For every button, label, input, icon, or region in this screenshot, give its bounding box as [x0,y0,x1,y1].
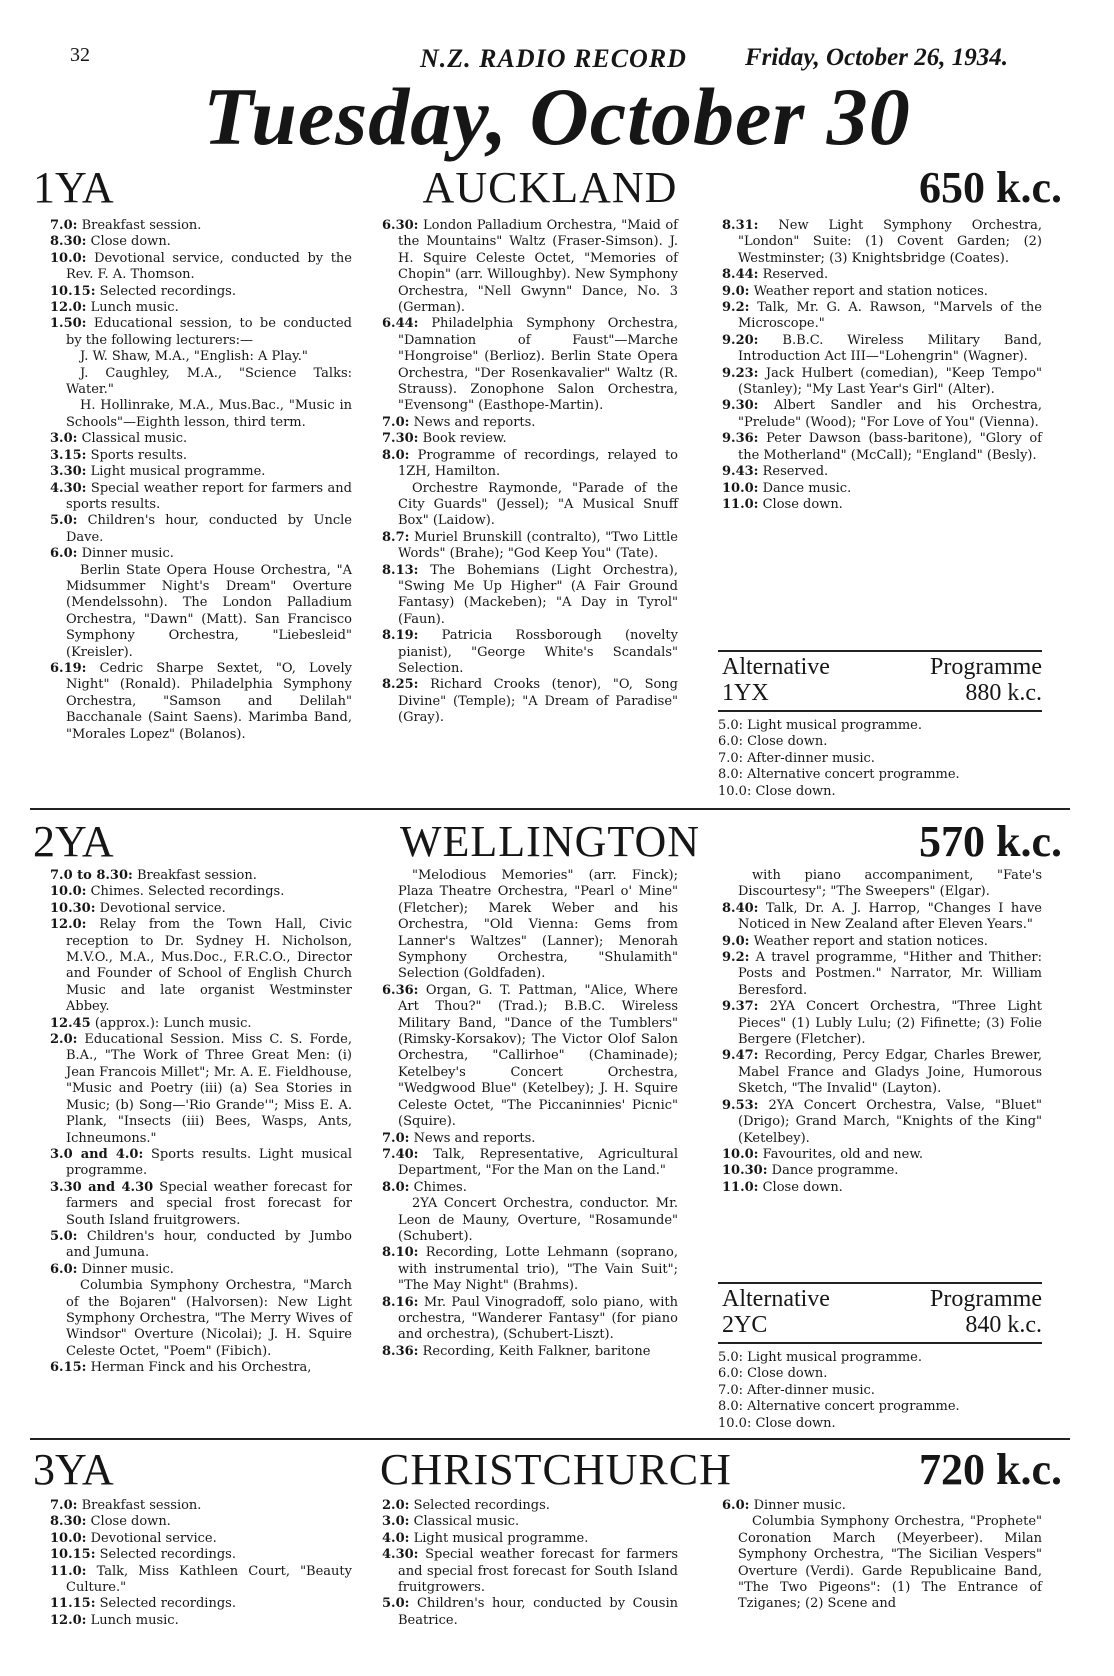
programme-entry [382,1147,678,1180]
programme-entry [50,234,352,250]
entry-time: 10.30: [722,1163,768,1179]
programme-entry [722,267,1042,283]
programme-entry [50,1547,352,1563]
alternative-header [718,650,1042,712]
entry-text: Devotional service, conducted by the Rev. F. A. Thomson. [66,250,352,283]
programme-entry [722,464,1042,480]
entry-time: 11.0: [722,1179,759,1195]
entry-time: 6.44: [382,316,419,332]
entry-text: Weather report and station notices. [753,283,988,299]
programme-entry [50,316,352,349]
entry-text: Favourites, old and new. [762,1146,924,1162]
station-header-2ya [30,818,1070,866]
programme-entry [382,481,678,530]
entry-time: 12.0: [50,300,87,316]
programme-column [382,218,678,727]
entry-time: 9.37: [722,999,759,1015]
entry-time: 2.0: [50,1032,78,1048]
programme-entry [722,218,1042,267]
entry-text: Talk, Mr. G. A. Rawson, "Marvels of the Microscope." [738,300,1043,332]
entry-time: 12.45 [50,1015,91,1031]
entry-text: Selected recordings. [99,1596,236,1612]
entry-time: 8.7: [382,529,410,545]
entry-text: The Bohemians (Light Orchestra), "Swing Me Up Higher" (A Fair Ground Fantasy) (Mackeben); "A Day in Tyrol" (Faun). [398,562,678,627]
entry-text: Philadelphia Symphony Orchestra, "Damnation of Faust"—Marche "Hongroise" (Berlioz). Berlin State Opera Orchestra, "Der Rosenkavalier" Waltz (R. Strauss). Zonophone Salon Orchestra, "Evensong" (Easthope-Martin). [398,316,678,414]
entry-text: 2YA Concert Orchestra, "Three Light Pieces" (1) Lubly Lulu; (2) Fifinette; (3) Folie Bergere (Fletcher). [738,999,1042,1048]
programme-entry [50,917,352,1015]
programme-entry [50,1564,352,1597]
programme-entry [50,1229,352,1262]
entry-text: Albert Sandler and his Orchestra, "Prelude" (Wood); "For Love of You" (Vienna). [738,398,1042,430]
programme-entry [722,999,1042,1048]
entry-text: Talk, Dr. A. J. Harrop, "Changes I have Noticed in New Zealand after Eleven Years." [738,900,1042,933]
entry-time: 4.0: [382,1530,410,1546]
programme-entry [50,1147,352,1180]
entry-time: 9.43: [722,464,759,480]
programme-entry [382,1180,678,1196]
entry-time: 9.0: [722,933,750,949]
entry-time: 9.2: [722,950,750,966]
entry-time: 3.15: [50,447,87,463]
station-city: WELLINGTON [400,817,700,866]
entry-time: 10.0: [50,884,87,900]
entry-text: Muriel Brunskill (contralto), "Two Little Words" (Brahe); "God Keep You" (Tate). [398,529,679,562]
programme-entry [382,1596,678,1629]
entry-time: 8.19: [382,628,419,644]
programme-entry [50,481,352,514]
entry-time: 11.0: [50,1563,87,1579]
entry-time: 6.0: [722,1498,750,1513]
entry-time: 6.0: [50,1261,78,1277]
programme-entry [50,1032,352,1147]
entry-time: 4.30: [50,480,87,496]
alternative-entry: 10.0: Close down. [718,1415,836,1431]
programme-column [50,218,352,743]
entry-time: 9.30: [722,398,759,414]
entry-text: Dinner music. [81,546,174,562]
entry-time: 3.30 and 4.30 [50,1179,154,1195]
entry-text: Recording, Keith Falkner, baritone [422,1343,651,1359]
entry-text: News and reports. [413,414,536,430]
programme-entry [50,661,352,743]
alt-station-frequency: 880 k.c. [965,680,1042,706]
section-divider [30,1438,1070,1440]
programme-entry [722,1048,1042,1097]
programme-entry [382,1245,678,1294]
programme-entry [722,481,1042,497]
entry-text: Columbia Symphony Orchestra, "Prophete" Coronation March (Meyerbeer). Milan Symphony Orchestra, "The Sicilian Vespers" Overture (Verdi). Garde Republicaine Band, "The Two Pigeons": (1) The Entrance of Tziganes; (2) Scene and [738,1514,1042,1612]
masthead: N.Z. RADIO RECORD [420,44,687,73]
entry-time: 5.0: [382,1596,410,1612]
programme-column [382,868,678,1360]
entry-text: Dinner music. [753,1498,846,1513]
entry-time: 6.36: [382,982,419,998]
entry-text: Educational Session. Miss C. S. Forde, B.A., "The Work of Three Great Men: (i) Jean Francois Millet"; Mr. A. E. Fieldhouse, "Music and Poetry (iii) (a) Sea Stories in Music; (b) Song—'Rio Grande'"; Miss E. A. Plank, "Insects (iii) Bees, Wasps, Ants, Ichneumons." [66,1032,353,1146]
programme-entry [50,1596,352,1612]
entry-text: Talk, Miss Kathleen Court, "Beauty Culture." [66,1563,352,1596]
entry-time: 7.0: [382,414,410,430]
station-call: 2YA [33,817,114,866]
programme-entry [382,316,678,414]
programme-entry [722,950,1042,999]
programme-entry [382,218,678,316]
programme-entry [50,1613,352,1629]
entry-text: Educational session, to be conducted by the following lecturers:— [66,316,352,348]
alternative-list [718,1350,1042,1432]
entry-text: Cedric Sharpe Sextet, "O, Lovely Night" (Ronald). Philadelphia Symphony Orchestra, "Samson and Delilah" Bacchanale (Saint Saens). Marimba Band, "Morales Lopez" (Bolanos). [66,660,352,742]
programme-entry [50,1514,352,1530]
entry-text: Lunch music. [90,300,179,316]
alternative-entry: 5.0: Light musical programme. [718,718,923,733]
entry-time: 3.0: [50,431,78,447]
station-header-1ya [30,164,1070,212]
entry-text: Sports results. Light musical programme. [66,1146,352,1179]
entry-time: 9.47: [722,1048,759,1064]
alt-station-call: 2YC [722,1312,768,1338]
entry-time: 6.19: [50,660,87,676]
entry-time: 10.15: [50,1547,96,1563]
entry-time: 7.0: [382,1130,410,1146]
issue-date: Friday, October 26, 1934. [745,44,1008,71]
entry-time: 9.53: [722,1097,759,1113]
entry-text: (approx.): Lunch music. [94,1015,252,1031]
entry-text: Chimes. Selected recordings. [90,884,285,900]
programme-entry [50,218,352,234]
entry-text: Columbia Symphony Orchestra, "March of the Bojaren" (Halvorsen): New Light Symphony Orchestra, "The Merry Wives of Windsor" Overture (Nicolai); J. H. Squire Celeste Octet, "Poem" (Fibich). [66,1278,352,1359]
entry-time: 9.2: [722,300,750,316]
entry-text: Selected recordings. [413,1498,550,1513]
alternative-programme-1yx [718,650,1042,800]
alternative-list [718,718,1042,800]
entry-time: 8.44: [722,267,759,283]
programme-entry [722,398,1042,431]
programme-entry [50,884,352,900]
programme-entry [50,284,352,300]
alternative-label: Alternative [722,654,830,680]
entry-text: B.B.C. Wireless Military Band, Introduction Act III—"Lohengrin" (Wagner). [738,332,1042,365]
entry-text: Talk, Representative, Agricultural Department, "For the Man on the Land." [398,1146,678,1179]
programme-entry [382,415,678,431]
entry-text: A travel programme, "Hither and Thither: Posts and Postmen." Narrator, Mr. William Beresford. [738,950,1042,998]
entry-text: Richard Crooks (tenor), "O, Song Divine" (Temple); "A Dream of Paradise" (Gray). [398,677,678,726]
programme-entry [50,1262,352,1278]
entry-time: 12.0: [50,917,87,933]
programme-entry [382,1295,678,1344]
entry-time: 6.30: [382,218,419,233]
entry-time: 6.0: [50,546,78,562]
programme-entry [50,464,352,480]
entry-text: Mr. Paul Vinogradoff, solo piano, with orchestra, "Wanderer Fantasy" (for piano and orchestra), (Schubert-Liszt). [398,1294,678,1343]
page-number: 32 [70,44,90,66]
entry-text: Special weather report for farmers and sports results. [66,480,352,512]
entry-time: 10.30: [50,900,96,916]
entry-time: 7.0 to 8.30: [50,868,133,883]
entry-text: with piano accompaniment, "Fate's Discourtesy"; "The Sweepers" (Elgar). [738,868,1042,900]
entry-time: 10.0: [722,480,759,496]
entry-text: J. W. Shaw, M.A., "English: A Play." [80,349,308,365]
programme-entry [50,448,352,464]
programme-entry [382,431,678,447]
station-call: 1YA [33,163,114,212]
alt-station-frequency: 840 k.c. [965,1312,1042,1338]
entry-time: 7.40: [382,1146,419,1162]
entry-time: 3.0: [382,1514,410,1530]
programme-label: Programme [930,1286,1042,1312]
entry-text: Jack Hulbert (comedian), "Keep Tempo" (Stanley); "My Last Year's Girl" (Alter). [738,365,1042,398]
entry-text: Programme of recordings, relayed to 1ZH, Hamilton. [398,447,678,480]
programme-column [722,218,1042,513]
programme-entry [722,1147,1042,1163]
programme-entry [722,1098,1042,1147]
alternative-header [718,1282,1042,1344]
programme-entry [50,1278,352,1360]
entry-text: Organ, G. T. Pattman, "Alice, Where Art Thou?" (Trad.); B.B.C. Wireless Military Band, "Dance of the Tumblers" (Rimsky-Korsakov); The Victor Olof Salon Orchestra, "Callirhoe" (Chaminade); Ketelbey's Concert Orchestra, "Wedgwood Blue" (Ketelbey); J. H. Squire Celeste Octet, "The Piccaninnies' Picnic" (Squire). [398,982,678,1130]
entry-text: "Melodious Memories" (arr. Finck); Plaza Theatre Orchestra, "Pearl o' Mine" (Fletcher); Marek Weber and his Orchestra, "Old Vienna: Gems from Lanner's Waltzes" (Lanner); Menorah Symphony Orchestra, "Shulamith" Selection (Goldfaden). [398,868,678,982]
station-call: 3YA [33,1445,114,1494]
entry-text: 2YA Concert Orchestra, Valse, "Bluet" (Drigo); Grand March, "Knights of the King" (Ketelbey). [738,1097,1042,1146]
entry-time: 12.0: [50,1612,87,1628]
alt-station-call: 1YX [722,680,769,706]
entry-text: Book review. [422,431,507,447]
entry-text: New Light Symphony Orchestra, "London" Suite: (1) Covent Garden; (2) Westminster; (3) Knightsbridge (Coates). [738,218,1042,266]
day-title: Tuesday, October 30 [203,71,911,162]
entry-text: Close down. [90,1514,171,1530]
entry-time: 11.15: [50,1596,96,1612]
programme-entry [50,563,352,661]
entry-time: 8.25: [382,677,419,693]
programme-entry [722,901,1042,934]
programme-entry [722,497,1042,513]
programme-entry [722,333,1042,366]
entry-text: Breakfast session. [81,1498,202,1513]
entry-time: 9.20: [722,332,759,348]
alternative-label: Alternative [722,1286,830,1312]
programme-entry [50,1016,352,1032]
programme-column [50,868,352,1377]
entry-time: 8.40: [722,900,759,916]
programme-entry [722,868,1042,901]
entry-time: 10.15: [50,283,96,299]
programme-entry [722,1180,1042,1196]
programme-entry [50,366,352,399]
programme-entry [382,1131,678,1147]
entry-text: News and reports. [413,1130,536,1146]
programme-entry [50,868,352,884]
programme-entry [50,546,352,562]
programme-entry [382,1547,678,1596]
programme-entry [50,398,352,431]
programme-entry [382,628,678,677]
station-frequency: 720 k.c. [919,1445,1062,1494]
entry-time: 9.0: [722,283,750,299]
entry-time: 1.50: [50,316,87,332]
entry-time: 9.36: [722,431,759,447]
alternative-entry: 8.0: Alternative concert programme. [718,767,960,783]
entry-text: Reserved. [762,267,829,283]
entry-text: Berlin State Opera House Orchestra, "A Midsummer Night's Dream" Overture (Mendelssohn). The London Palladium Orchestra, "Dawn" (Matt). San Francisco Symphony Orchestra, "Liebesleid" (Kreisler). [66,562,352,660]
entry-text: Devotional service. [99,900,226,916]
entry-text: Selected recordings. [99,283,236,299]
entry-text: Recording, Percy Edgar, Charles Brewer, Mabel France and Gladys Joine, Humorous Sketch, "The Invalid" (Layton). [738,1048,1042,1097]
programme-entry [722,284,1042,300]
entry-time: 3.0 and 4.0: [50,1146,144,1162]
entry-time: 7.0: [50,218,78,233]
programme-entry [722,934,1042,950]
entry-text: Close down. [762,1179,843,1195]
entry-text: Children's hour, conducted by Cousin Beatrice. [398,1596,678,1628]
programme-entry [382,1196,678,1245]
entry-text: Herman Finck and his Orchestra, [90,1360,312,1376]
entry-text: Light musical programme. [413,1530,589,1546]
section-divider [30,808,1070,810]
entry-time: 8.13: [382,562,419,578]
entry-text: Devotional service. [90,1530,217,1546]
programme-entry [50,431,352,447]
programme-entry [382,563,678,629]
alternative-entry: 10.0: Close down. [718,783,836,799]
programme-column [50,1498,352,1629]
programme-entry [50,349,352,365]
entry-time: 9.23: [722,365,759,381]
entry-text: Light musical programme. [90,464,266,480]
entry-text: Orchestre Raymonde, "Parade of the City Guards" (Jessel); "A Musical Snuff Box" (Laidow). [398,480,678,529]
programme-entry [722,366,1042,399]
entry-time: 10.0: [722,1146,759,1162]
entry-text: Breakfast session. [136,868,257,883]
entry-text: London Palladium Orchestra, "Maid of the Mountains" Waltz (Fraser-Simson). J. H. Squire Celeste Octet, "Memories of Chopin" (arr. Willoughby). New Symphony Orchestra, "Nell Gwynn" Dance, No. 3 (German). [398,218,678,316]
programme-entry [382,530,678,563]
entry-text: Selected recordings. [99,1547,236,1563]
entry-text: Special weather forecast for farmers and special frost forecast for South Island fruitgrowers. [66,1179,352,1228]
entry-text: Classical music. [81,431,188,447]
entry-time: 7.30: [382,431,419,447]
programme-label: Programme [930,654,1042,680]
entry-time: 8.30: [50,234,87,250]
entry-text: Close down. [762,496,843,512]
entry-time: 8.0: [382,447,410,463]
entry-text: Relay from the Town Hall, Civic reception to Dr. Sydney H. Nicholson, M.V.O., M.A., Mus.Doc., F.R.C.O., Director and Founder of School of English Church Music and late organist Westminster Abbey. [66,917,352,1015]
entry-text: Children's hour, conducted by Uncle Dave. [66,513,352,545]
entry-time: 8.30: [50,1514,87,1530]
entry-time: 10.0: [50,250,87,266]
programme-entry [50,901,352,917]
station-header-3ya [30,1446,1070,1494]
entry-text: Dinner music. [81,1261,174,1277]
entry-time: 2.0: [382,1498,410,1513]
entry-time: 10.0: [50,1530,87,1546]
entry-text: Breakfast session. [81,218,202,233]
entry-text: Dance music. [762,480,852,496]
programme-entry [382,677,678,726]
entry-text: Lunch music. [90,1612,179,1628]
programme-entry [50,300,352,316]
station-frequency: 570 k.c. [919,817,1062,866]
programme-entry [382,1531,678,1547]
programme-entry [50,1531,352,1547]
programme-entry [722,1498,1042,1514]
programme-column [382,1498,678,1629]
entry-time: 8.36: [382,1343,419,1359]
entry-text: Children's hour, conducted by Jumbo and Jumuna. [66,1228,352,1261]
programme-entry [722,300,1042,333]
programme-column [722,868,1042,1196]
entry-text: H. Hollinrake, M.A., Mus.Bac., "Music in Schools"—Eighth lesson, third term. [66,398,352,430]
entry-text: Recording, Lotte Lehmann (soprano, with instrumental trio), "The Vain Suit"; "The May Night" (Brahms). [398,1245,678,1294]
alternative-entry: 6.0: Close down. [718,1366,828,1382]
programme-entry [382,1514,678,1530]
programme-entry [50,1498,352,1514]
programme-column [722,1498,1042,1613]
entry-text: Peter Dawson (bass-baritone), "Glory of the Motherland" (McCall); "England" (Besly). [738,431,1042,463]
entry-time: 7.0: [50,1498,78,1513]
entry-time: 3.30: [50,464,87,480]
programme-entry [50,1360,352,1376]
alternative-programme-2yc [718,1282,1042,1432]
programme-entry [382,983,678,1131]
programme-entry [382,1344,678,1360]
entry-time: 8.31: [722,218,759,233]
entry-text: Reserved. [762,464,829,480]
programme-entry [50,513,352,546]
entry-time: 8.10: [382,1245,419,1261]
entry-text: Special weather forecast for farmers and special frost forecast for South Island fruitgrowers. [398,1547,678,1596]
entry-text: Weather report and station notices. [753,933,988,949]
programme-entry [50,251,352,284]
programme-entry [722,1163,1042,1179]
alternative-entry: 8.0: Alternative concert programme. [718,1399,960,1415]
entry-text: Sports results. [90,447,188,463]
entry-text: 2YA Concert Orchestra, conductor. Mr. Leon de Mauny, Overture, "Rosamunde" (Schubert). [398,1196,678,1244]
programme-entry [722,1514,1042,1612]
entry-time: 8.0: [382,1179,410,1195]
programme-entry [50,1180,352,1229]
entry-time: 4.30: [382,1547,419,1563]
entry-time: 11.0: [722,496,759,512]
entry-time: 5.0: [50,1228,78,1244]
entry-text: Chimes. [413,1179,467,1195]
programme-entry [722,431,1042,464]
entry-text: J. Caughley, M.A., "Science Talks: Water." [66,365,352,398]
programme-entry [382,868,678,983]
alternative-entry: 7.0: After-dinner music. [718,1382,875,1398]
programme-entry [382,448,678,481]
entry-time: 8.16: [382,1294,419,1310]
entry-text: Classical music. [413,1514,520,1530]
entry-text: Close down. [90,234,171,250]
entry-text: Patricia Rossborough (novelty pianist), "George White's Scandals" Selection. [398,628,678,676]
entry-text: Dance programme. [771,1163,899,1179]
alternative-entry: 6.0: Close down. [718,734,828,750]
programme-entry [382,1498,678,1514]
entry-time: 6.15: [50,1360,87,1376]
alternative-entry: 7.0: After-dinner music. [718,750,875,766]
station-city: AUCKLAND [422,163,678,212]
station-frequency: 650 k.c. [919,163,1062,212]
entry-time: 5.0: [50,513,78,529]
station-city: CHRISTCHURCH [380,1445,732,1494]
alternative-entry: 5.0: Light musical programme. [718,1350,923,1365]
